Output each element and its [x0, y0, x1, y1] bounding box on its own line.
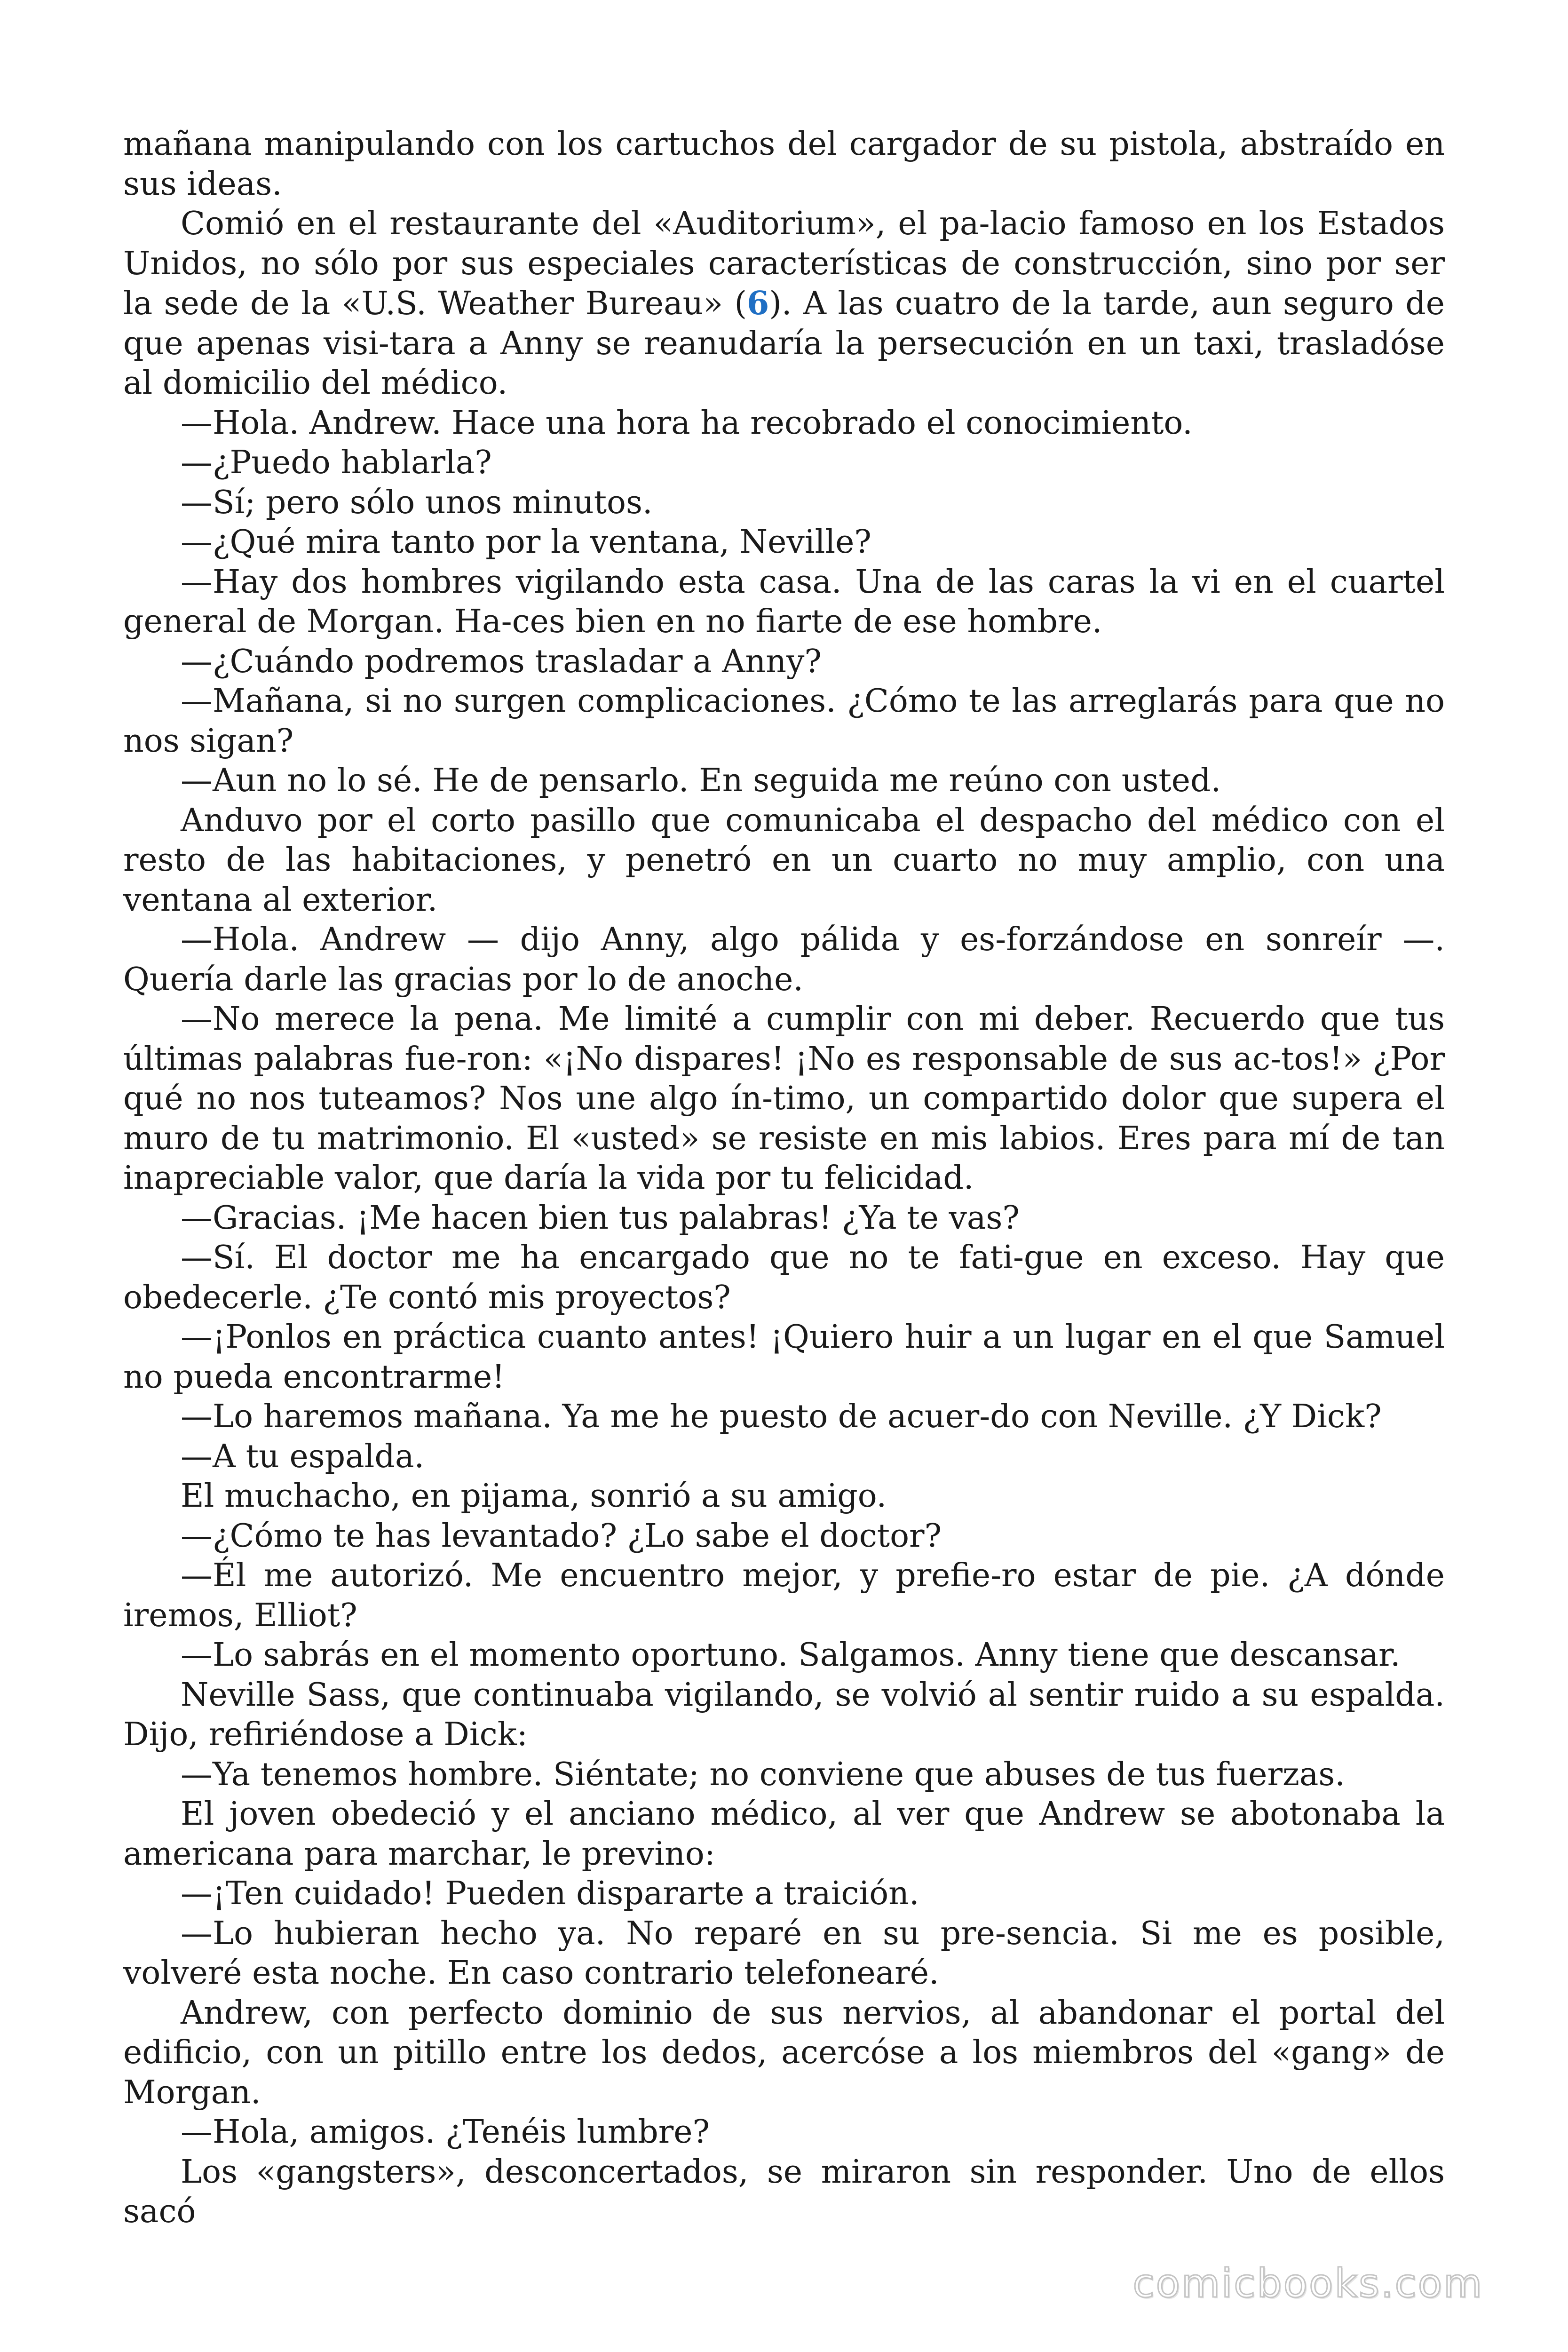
paragraph-text: ). A las cuatro de la tarde, aun seguro de que apenas visi-tara a Anny se reanudaría la persecución en un taxi, trasladóse al domicilio del médico. [123, 285, 1445, 402]
footnote-link[interactable]: 6 [746, 285, 769, 322]
paragraph: Neville Sass, que continuaba vigilando, se volvió al sentir ruido a su espalda. Dijo, refiriéndose a Dick: [123, 1676, 1445, 1753]
paragraph: —Lo hubieran hecho ya. No reparé en su pre-sencia. Si me es posible, volveré esta noche. En caso contrario telefonearé. [123, 1915, 1445, 1992]
paragraph: —A tu espalda. [181, 1438, 425, 1475]
paragraph: —¡Ponlos en práctica cuanto antes! ¡Quiero huir a un lugar en el que Samuel no pueda encontrarme! [123, 1319, 1445, 1396]
paragraph: —Hola. Andrew — dijo Anny, algo pálida y es-forzándose en sonreír —. Quería darle las gracias por lo de anoche. [123, 921, 1445, 998]
paragraph: —Mañana, si no surgen complicaciones. ¿Cómo te las arreglarás para que no nos sigan? [123, 683, 1445, 760]
body-text [123, 125, 1445, 2232]
paragraph: —No merece la pena. Me limité a cumplir con mi deber. Recuerdo que tus últimas palabras fue-ron: «¡No dispares! ¡No es responsable de sus ac-tos!» ¿Por qué no nos tuteamos? Nos une algo ín-timo, un compartido dolor que supera el muro de tu matrimonio. El «usted» se resiste en mis labios. Eres para mí de tan inapreciable valor, que daría la vida por tu felicidad. [123, 1001, 1445, 1197]
paragraph [123, 204, 1445, 404]
watermark-logo: comicbooks.com [1132, 2260, 1483, 2306]
paragraph: —Él me autorizó. Me encuentro mejor, y prefie-ro estar de pie. ¿A dónde iremos, Elliot? [123, 1557, 1445, 1634]
paragraph: —Hola, amigos. ¿Tenéis lumbre? [181, 2114, 710, 2151]
paragraph: —Aun no lo sé. He de pensarlo. En seguida me reúno con usted. [181, 762, 1221, 799]
paragraph: —Sí. El doctor me ha encargado que no te fati-gue en exceso. Hay que obedecerle. ¿Te contó mis proyectos? [123, 1239, 1445, 1316]
paragraph: —¿Qué mira tanto por la ventana, Neville? [181, 524, 871, 561]
paragraph: —Hay dos hombres vigilando esta casa. Una de las caras la vi en el cuartel general de Morgan. Ha-ces bien en no fiarte de ese hombre. [123, 563, 1445, 640]
paragraph: —Hola. Andrew. Hace una hora ha recobrado el conocimiento. [181, 404, 1193, 442]
paragraph: El joven obedeció y el anciano médico, al ver que Andrew se abotonaba la americana para marchar, le previno: [123, 1796, 1445, 1873]
paragraph: Los «gangsters», desconcertados, se miraron sin responder. Uno de ellos sacó [123, 2153, 1445, 2230]
paragraph: mañana manipulando con los cartuchos del cargador de su pistola, abstraído en sus ideas. [123, 126, 1445, 203]
paragraph: —¡Ten cuidado! Pueden dispararte a traición. [181, 1875, 919, 1912]
paragraph: —¿Puedo hablarla? [181, 444, 492, 481]
paragraph: —¿Cuándo podremos trasladar a Anny? [181, 643, 822, 680]
paragraph: —Sí; pero sólo unos minutos. [181, 484, 653, 521]
paragraph: —Ya tenemos hombre. Siéntate; no conviene que abuses de tus fuerzas. [181, 1756, 1345, 1793]
paragraph-text: Comió en el restaurante del «Auditorium», el pa-lacio famoso en los Estados Unidos, no sólo por sus especiales características de construcción, sino por ser la sede de la «U.S. Weather Bureau» ( [123, 205, 1445, 322]
paragraph: —Lo haremos mañana. Ya me he puesto de acuer-do con Neville. ¿Y Dick? [181, 1398, 1382, 1435]
paragraph: El muchacho, en pijama, sonrió a su amigo. [181, 1478, 887, 1515]
paragraph: Anduvo por el corto pasillo que comunicaba el despacho del médico con el resto de las habitaciones, y penetró en un cuarto no muy amplio, con una ventana al exterior. [123, 802, 1445, 919]
paragraph: —¿Cómo te has levantado? ¿Lo sabe el doctor? [181, 1517, 942, 1555]
paragraph: —Gracias. ¡Me hacen bien tus palabras! ¿Ya te vas? [181, 1199, 1020, 1237]
paragraph: —Lo sabrás en el momento oportuno. Salgamos. Anny tiene que descansar. [181, 1637, 1401, 1674]
paragraph: Andrew, con perfecto dominio de sus nervios, al abandonar el portal del edificio, con un pitillo entre los dedos, acercóse a los miembros del «gang» de Morgan. [123, 1994, 1445, 2111]
